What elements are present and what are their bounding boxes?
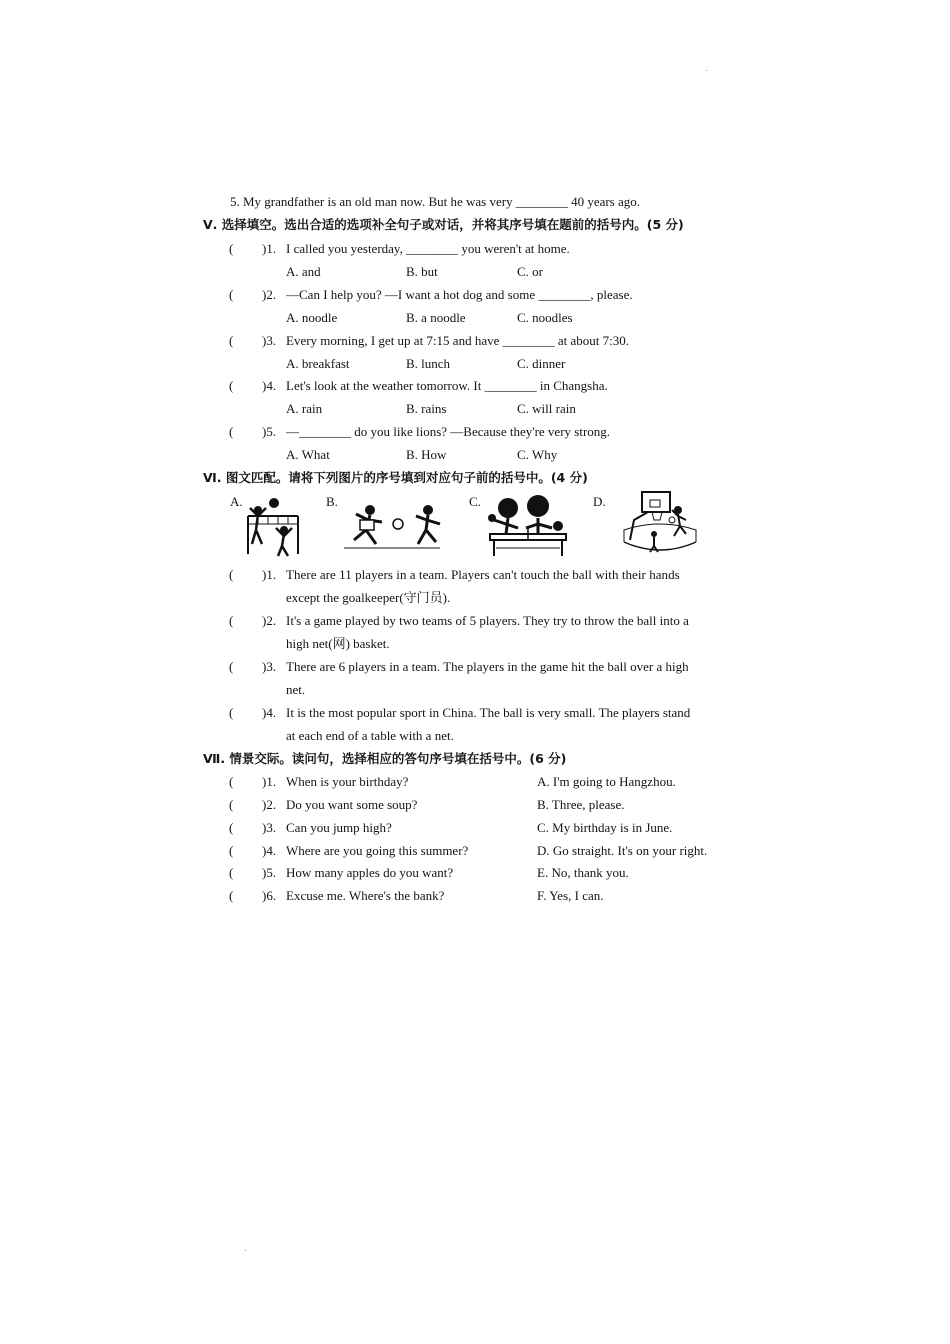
answer-paren: (: [229, 705, 234, 720]
answer-option: E. No, thank you.: [537, 865, 629, 880]
question-number: )4.: [262, 843, 277, 858]
question-text: Let's look at the weather tomorrow. It ________ in Changsha.: [286, 378, 608, 393]
question-text-line1: It is the most popular sport in China. The ball is very small. The players stand: [286, 705, 691, 720]
section-7-title: Ⅶ. 情景交际。读问句，选择相应的答句序号填在括号中。(6 分): [203, 751, 567, 766]
scan-speck: [245, 1250, 246, 1251]
answer-paren: (: [229, 424, 234, 439]
question-text: When is your birthday?: [286, 774, 409, 789]
question-number: )1.: [262, 774, 277, 789]
picture-label-a: A.: [230, 494, 243, 509]
question-text-line2: except the goalkeeper(守门员).: [286, 590, 451, 605]
option-c: C. dinner: [517, 356, 566, 371]
question-text: Can you jump high?: [286, 820, 392, 835]
question-number: )3.: [262, 333, 277, 348]
previous-question-5: 5. My grandfather is an old man now. But he was very ________ 40 years ago.: [230, 194, 641, 209]
question-text-line2: at each end of a table with a net.: [286, 728, 454, 743]
picture-label-c: C.: [469, 494, 481, 509]
question-number: )3.: [262, 659, 277, 674]
question-text-line2: high net(网) basket.: [286, 636, 390, 651]
option-c: C. or: [517, 264, 543, 279]
option-b: B. but: [406, 264, 438, 279]
option-b: B. a noodle: [406, 310, 466, 325]
answer-paren: (: [229, 241, 234, 256]
option-a: A. rain: [286, 401, 323, 416]
question-number: )4.: [262, 705, 277, 720]
question-text-line1: There are 6 players in a team. The players in the game hit the ball over a high: [286, 659, 689, 674]
answer-paren: (: [229, 797, 234, 812]
question-number: )5.: [262, 424, 277, 439]
answer-option: B. Three, please.: [537, 797, 625, 812]
answer-paren: (: [229, 820, 234, 835]
question-text-line2: net.: [286, 682, 306, 697]
question-number: )1.: [262, 241, 277, 256]
answer-paren: (: [229, 888, 234, 903]
question-number: )3.: [262, 820, 277, 835]
table-tennis-picture-icon: [486, 494, 570, 558]
option-a: A. What: [286, 447, 330, 462]
question-text: —________ do you like lions? —Because they're very strong.: [286, 424, 611, 439]
option-b: B. How: [406, 447, 447, 462]
question-number: )2.: [262, 797, 277, 812]
question-number: )6.: [262, 888, 277, 903]
section-5-title: Ⅴ. 选择填空。选出合适的选项补全句子或对话，并将其序号填在题前的括号内。(5 分): [203, 217, 684, 232]
question-text: —Can I help you? —I want a hot dog and some ________, please.: [286, 287, 633, 302]
question-text-line1: There are 11 players in a team. Players can't touch the ball with their hands: [286, 567, 680, 582]
answer-paren: (: [229, 567, 234, 582]
answer-paren: (: [229, 333, 234, 348]
question-text: How many apples do you want?: [286, 865, 454, 880]
option-c: C. noodles: [517, 310, 573, 325]
scan-speck: [706, 70, 707, 71]
answer-option: F. Yes, I can.: [537, 888, 604, 903]
volleyball-picture-icon: [244, 494, 300, 558]
question-number: )4.: [262, 378, 277, 393]
question-text: Do you want some soup?: [286, 797, 418, 812]
option-c: C. Why: [517, 447, 558, 462]
picture-label-b: B.: [326, 494, 338, 509]
answer-option: D. Go straight. It's on your right.: [537, 843, 708, 858]
question-number: )2.: [262, 613, 277, 628]
answer-paren: (: [229, 613, 234, 628]
football-picture-icon: [340, 500, 444, 552]
option-b: B. rains: [406, 401, 447, 416]
answer-paren: (: [229, 843, 234, 858]
answer-paren: (: [229, 774, 234, 789]
option-b: B. lunch: [406, 356, 451, 371]
basketball-picture-icon: [620, 490, 702, 560]
answer-paren: (: [229, 659, 234, 674]
question-number: )1.: [262, 567, 277, 582]
question-text-line1: It's a game played by two teams of 5 players. They try to throw the ball into a: [286, 613, 689, 628]
question-text: Every morning, I get up at 7:15 and have ________ at about 7:30.: [286, 333, 629, 348]
question-number: )5.: [262, 865, 277, 880]
question-text: Excuse me. Where's the bank?: [286, 888, 445, 903]
answer-paren: (: [229, 287, 234, 302]
option-c: C. will rain: [517, 401, 576, 416]
answer-paren: (: [229, 378, 234, 393]
question-number: )2.: [262, 287, 277, 302]
option-a: A. noodle: [286, 310, 338, 325]
question-text: I called you yesterday, ________ you weren't at home.: [286, 241, 570, 256]
option-a: A. and: [286, 264, 321, 279]
picture-label-d: D.: [593, 494, 606, 509]
option-a: A. breakfast: [286, 356, 350, 371]
answer-paren: (: [229, 865, 234, 880]
question-text: Where are you going this summer?: [286, 843, 469, 858]
answer-option: C. My birthday is in June.: [537, 820, 673, 835]
answer-option: A. I'm going to Hangzhou.: [537, 774, 676, 789]
section-6-title: Ⅵ. 图文匹配。请将下列图片的序号填到对应句子前的括号中。(4 分): [203, 470, 588, 485]
